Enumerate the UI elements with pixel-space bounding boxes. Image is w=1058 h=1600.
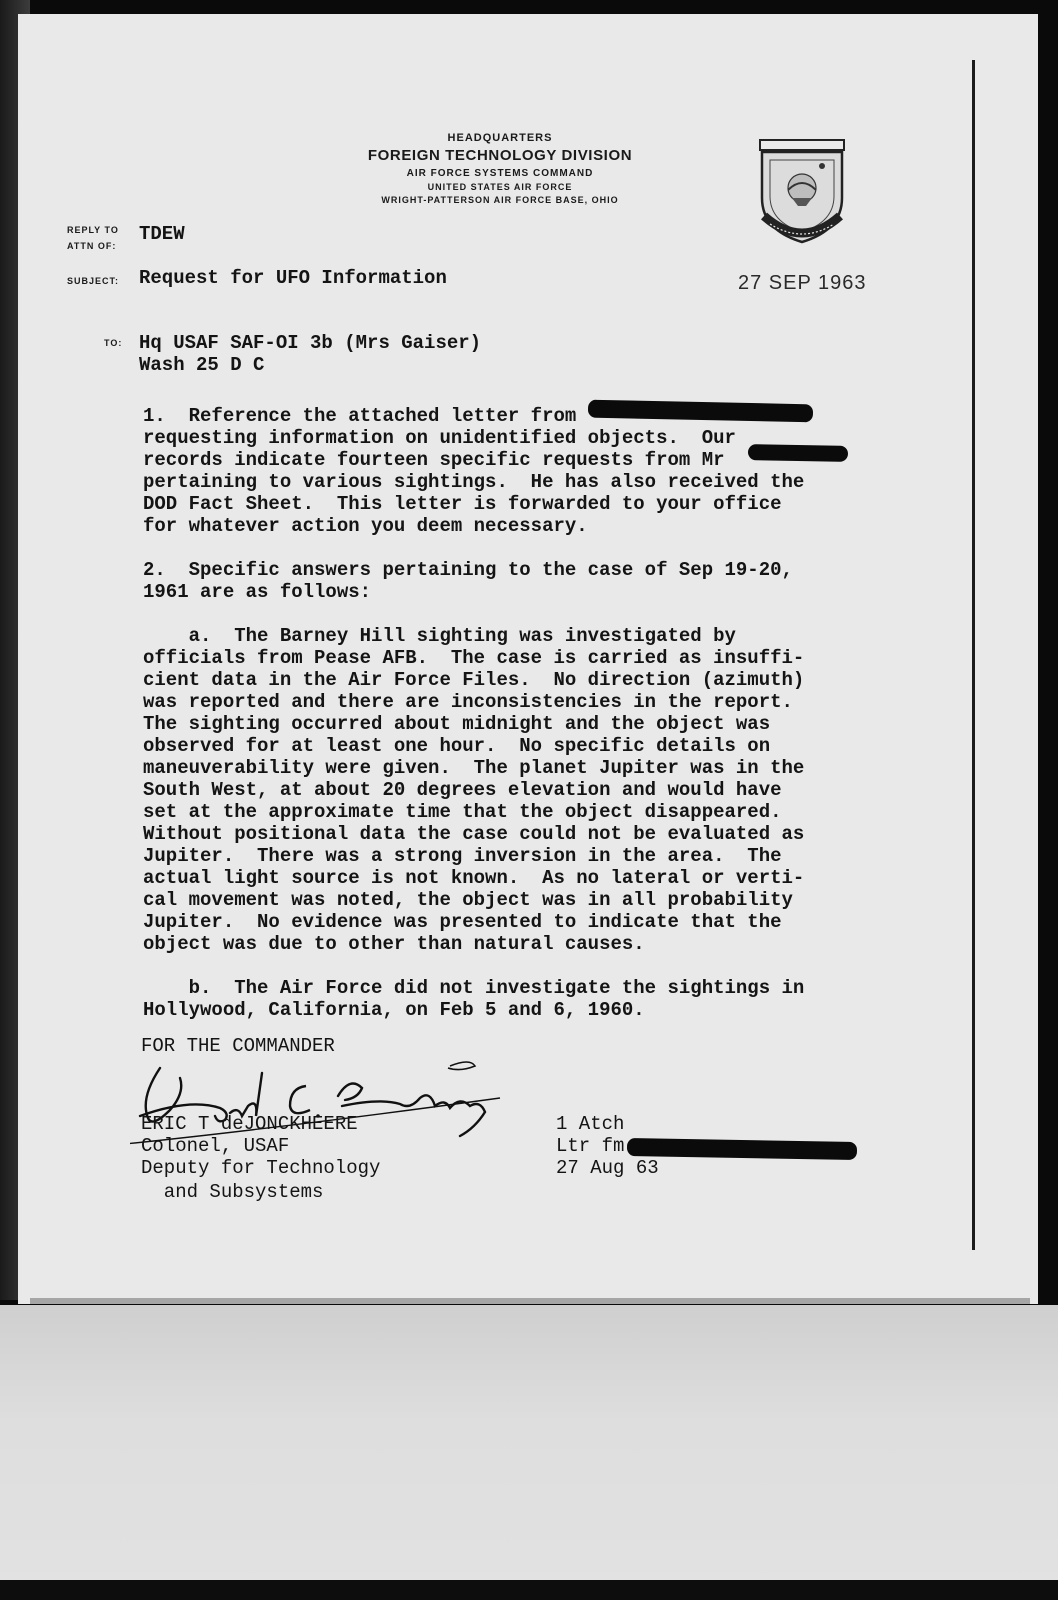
paragraph-line: records indicate fourteen specific requests from Mr [143, 449, 725, 471]
paragraph-2a [143, 625, 863, 955]
paragraph-line: officials from Pease AFB. The case is carried as insuffi- [143, 647, 805, 669]
paragraph-line: DOD Fact Sheet. This letter is forwarded to your office [143, 493, 782, 515]
attachment-date: 27 Aug 63 [556, 1157, 659, 1179]
for-the-commander: FOR THE COMMANDER [141, 1035, 335, 1057]
paragraph-line: 2. Specific answers pertaining to the case of Sep 19-20, [143, 559, 793, 581]
to-label: TO: [104, 338, 123, 348]
to-line-2: Wash 25 D C [139, 354, 265, 376]
paragraph-line: The sighting occurred about midnight and the object was [143, 713, 771, 735]
stamped-date: 27 SEP 1963 [738, 272, 867, 294]
subject-label: SUBJECT: [67, 276, 120, 286]
paragraph-2 [143, 559, 863, 603]
paragraph-line: Jupiter. There was a strong inversion in the area. The [143, 845, 782, 867]
page-edge-line [972, 60, 975, 1250]
to-line-1: Hq USAF SAF-OI 3b (Mrs Gaiser) [139, 332, 482, 354]
paragraph-line: cient data in the Air Force Files. No direction (azimuth) [143, 669, 805, 691]
paragraph-1 [143, 405, 863, 537]
letterhead [320, 132, 680, 205]
paragraph-line: b. The Air Force did not investigate the sightings in [143, 977, 805, 999]
attachment-from: Ltr fm [556, 1135, 625, 1157]
paragraph-line: cal movement was noted, the object was in all probability [143, 889, 793, 911]
subject-value: Request for UFO Information [139, 267, 447, 289]
signer-title-1: Deputy for Technology [141, 1157, 381, 1179]
paragraph-2b [143, 977, 863, 1021]
scan-background-lower [0, 1305, 1058, 1600]
paragraph-line: 1961 are as follows: [143, 581, 372, 603]
letterhead-command: AIR FORCE SYSTEMS COMMAND [406, 168, 594, 179]
paragraph-line: observed for at least one hour. No specific details on [143, 735, 771, 757]
paragraph-line: 1. Reference the attached letter from [143, 405, 577, 427]
redaction-mark [748, 444, 848, 462]
paragraph-line: Hollywood, California, on Feb 5 and 6, 1960. [143, 999, 645, 1021]
attn-of-label: ATTN OF: [67, 241, 117, 251]
paragraph-line: Without positional data the case could not be evaluated as [143, 823, 805, 845]
paragraph-line: set at the approximate time that the object disappeared. [143, 801, 782, 823]
paragraph-line: was reported and there are inconsistencies in the report. [143, 691, 793, 713]
letterhead-headquarters: HEADQUARTERS [447, 132, 553, 144]
signer-name: ERIC T deJONCKHEERE [141, 1113, 358, 1135]
letterhead-base: WRIGHT-PATTERSON AIR FORCE BASE, OHIO [381, 195, 619, 205]
signer-rank: Colonel, USAF [141, 1135, 290, 1157]
ftd-seal-icon [752, 138, 852, 248]
letterhead-division: FOREIGN TECHNOLOGY DIVISION [367, 147, 633, 164]
attachment-count: 1 Atch [556, 1113, 625, 1135]
reply-to-label: REPLY TO [67, 225, 119, 235]
scan-edge [30, 1298, 1030, 1304]
paragraph-line: requesting information on unidentified objects. Our [143, 427, 736, 449]
paragraph-line: a. The Barney Hill sighting was investigated by [143, 625, 736, 647]
paragraph-line: South West, at about 20 degrees elevation and would have [143, 779, 782, 801]
paragraph-line: pertaining to various sightings. He has also received the [143, 471, 805, 493]
scan-bottom-border [0, 1580, 1058, 1600]
letterhead-service: UNITED STATES AIR FORCE [427, 182, 573, 192]
paragraph-line: actual light source is not known. As no lateral or verti- [143, 867, 805, 889]
reply-to-value: TDEW [139, 223, 185, 245]
signer-title-2: and Subsystems [141, 1181, 324, 1203]
paragraph-line: maneuverability were given. The planet Jupiter was in the [143, 757, 805, 779]
paragraph-line: Jupiter. No evidence was presented to indicate that the [143, 911, 782, 933]
letter-body [143, 405, 863, 1021]
paragraph-line: for whatever action you deem necessary. [143, 515, 588, 537]
paragraph-line: object was due to other than natural causes. [143, 933, 645, 955]
